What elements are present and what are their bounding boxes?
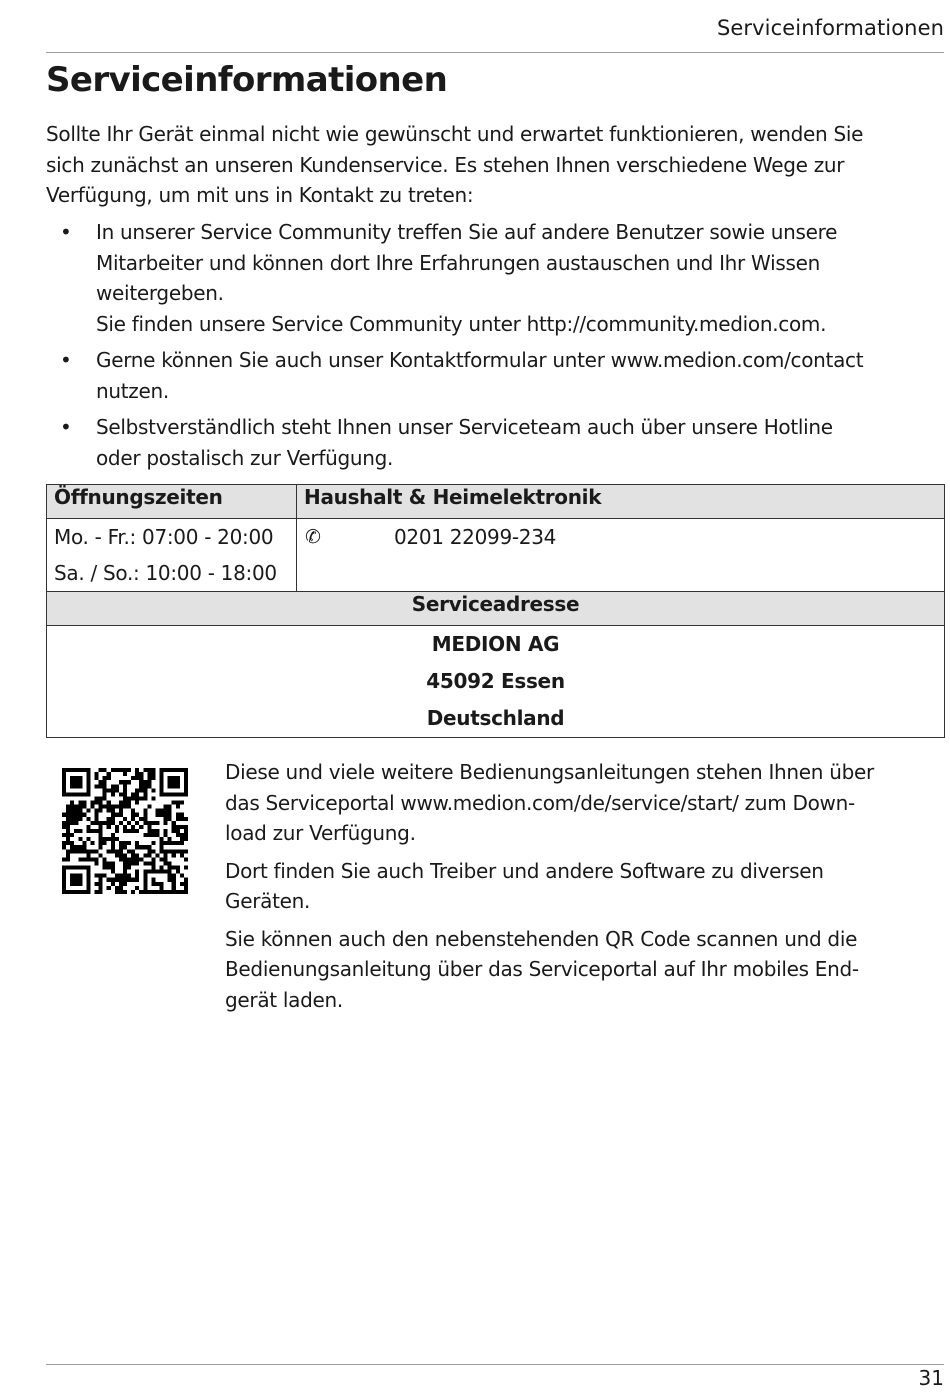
paragraph: [225, 856, 937, 917]
list-item: [46, 217, 946, 339]
text-line: Dort finden Sie auch Treiber und andere Software zu diversen: [225, 858, 824, 883]
paragraph: [225, 757, 937, 849]
address-company: MEDION AG: [431, 632, 560, 656]
opening-hours-cell: [47, 519, 297, 592]
hotline-cell: [297, 519, 945, 592]
bullet-icon: •: [60, 348, 72, 372]
bullet-icon: •: [60, 415, 72, 439]
qr-code-icon: [62, 768, 188, 894]
hotline-number: 0201 22099-234: [394, 525, 557, 549]
community-link-text: Sie finden unsere Service Community unter http://community.medion.com.: [96, 311, 827, 336]
page-title: Serviceinformationen: [46, 60, 448, 100]
table-row: [47, 519, 945, 592]
address-city: 45092 Essen: [426, 669, 565, 693]
footer-divider: [46, 1364, 944, 1365]
text-line: Sie können auch den nebenstehenden QR Code scannen und die: [225, 926, 858, 951]
phone-icon: ✆: [305, 526, 321, 548]
text-line: gerät laden.: [225, 987, 343, 1012]
service-address-cell: [47, 626, 945, 738]
bullet-icon: •: [60, 220, 72, 244]
table-header-row: [47, 485, 945, 519]
list-item: [46, 345, 946, 406]
paragraph: [225, 924, 937, 1016]
text-line: load zur Verfügung.: [225, 821, 416, 845]
weekday-hours: Mo. - Fr.: 07:00 - 20:00: [54, 525, 274, 549]
list-item: [46, 412, 946, 473]
table-row: [47, 626, 945, 738]
list-item-text: In unserer Service Community treffen Sie auf andere Benutzer sowie unsere: [96, 220, 838, 244]
contact-form-text: Gerne können Sie auch unser Kontaktformular unter www.medion.com/contact: [96, 348, 864, 372]
address-country: Deutschland: [426, 706, 565, 730]
table-header-row: [47, 592, 945, 626]
text-line: das Serviceportal www.medion.com/de/service/start/ zum Down-: [225, 790, 855, 815]
list-item-text: weitergeben.: [96, 281, 224, 305]
intro-line: Sollte Ihr Gerät einmal nicht wie gewünscht und erwartet funktionieren, wenden Sie: [46, 122, 864, 146]
running-header: Serviceinformationen: [716, 16, 944, 40]
list-item-text: Mitarbeiter und können dort Ihre Erfahrungen austauschen und Ihr Wissen: [96, 250, 820, 275]
service-address-header: Serviceadresse: [47, 592, 945, 626]
service-portal-text: [225, 757, 937, 1022]
list-item-text: oder postalisch zur Verfügung.: [96, 445, 394, 470]
text-line: Geräten.: [225, 889, 311, 913]
list-item-text: Selbstverständlich steht Ihnen unser Serviceteam auch über unsere Hotline: [96, 415, 833, 439]
page-number: 31: [918, 1366, 944, 1390]
text-line: Diese und viele weitere Bedienungsanleitungen stehen Ihnen über: [225, 760, 874, 784]
department-header: Haushalt & Heimelektronik: [297, 485, 945, 519]
service-table: [46, 484, 945, 738]
intro-paragraph: [46, 119, 946, 211]
list-item-text: nutzen.: [96, 378, 169, 403]
opening-hours-header: Öffnungszeiten: [47, 485, 297, 519]
contact-options-list: [46, 217, 946, 479]
weekend-hours: Sa. / So.: 10:00 - 18:00: [54, 561, 277, 585]
header-divider: [46, 52, 944, 53]
intro-line: sich zunächst an unseren Kundenservice. Es stehen Ihnen verschiedene Wege zur: [46, 152, 845, 177]
text-line: Bedienungsanleitung über das Serviceportal auf Ihr mobiles End-: [225, 957, 859, 981]
intro-line: Verfügung, um mit uns in Kontakt zu treten:: [46, 183, 474, 207]
